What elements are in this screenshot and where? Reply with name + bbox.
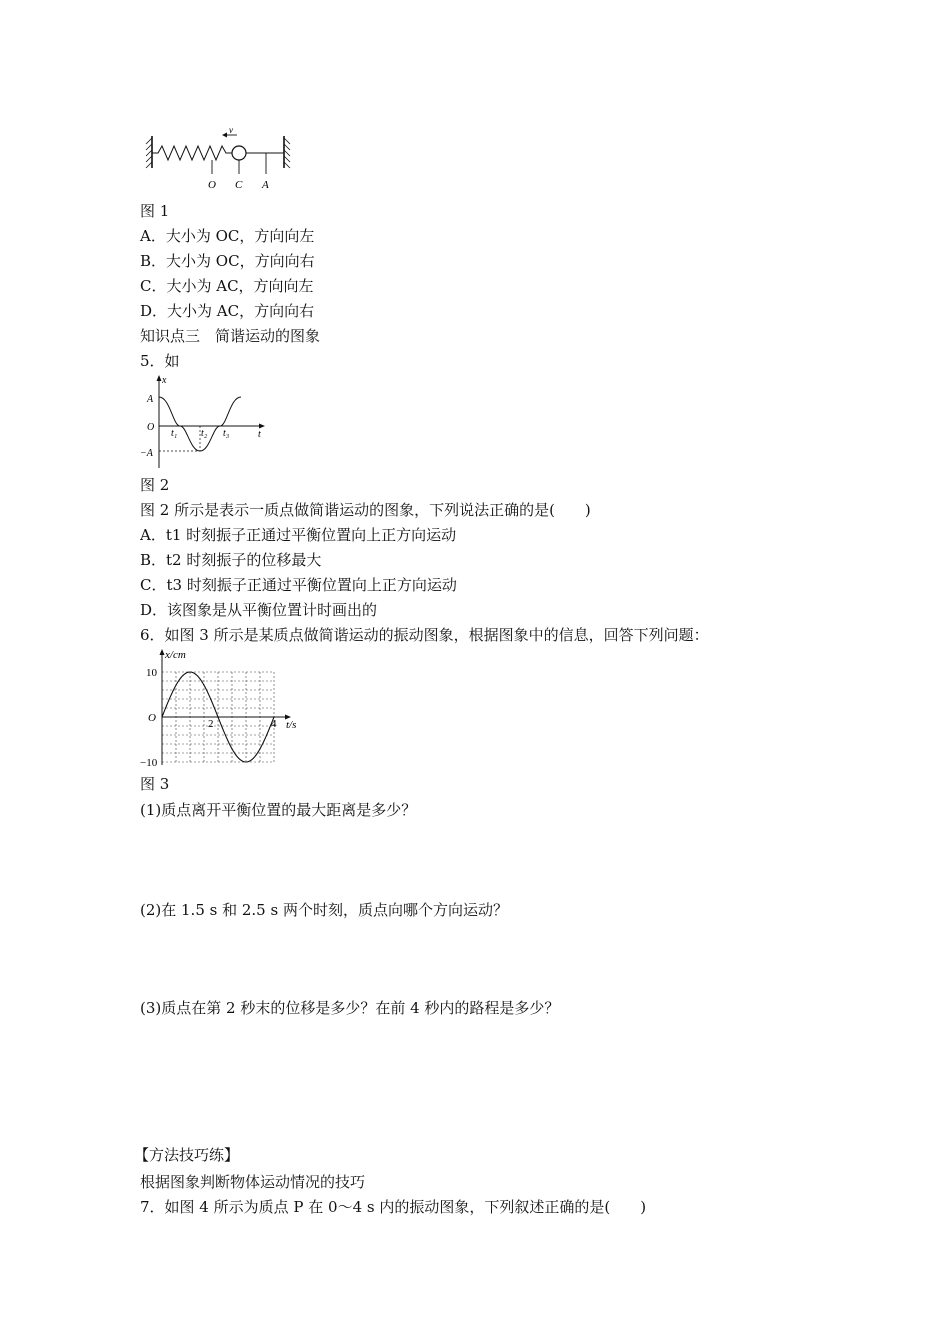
method-title: 根据图象判断物体运动情况的技巧 <box>140 1173 366 1191</box>
figure-2-label-t2: t₂ <box>201 428 208 439</box>
figure-2-label-neg-a: −A <box>140 448 153 459</box>
q6-stem: 6．如图 3 所示是某质点做简谐运动的振动图象，根据图象中的信息，回答下列问题： <box>140 626 709 644</box>
figure-3-caption: 图 3 <box>140 775 170 793</box>
q6-sub-question-2: (2)在 1.5 s 和 2.5 s 两个时刻，质点向哪个方向运动？ <box>140 901 508 919</box>
figure-3-y-axis-label: x/cm <box>165 649 186 661</box>
figure-2-y-axis-label: x <box>162 375 167 386</box>
figure-3-tick-origin: O <box>148 712 156 724</box>
figure-1-spring-diagram <box>140 122 300 194</box>
velocity-label: v <box>229 125 233 135</box>
q5-stem: 图 2 所示是表示一质点做简谐运动的图象，下列说法正确的是( ) <box>140 501 591 519</box>
section-3-title: 知识点三 简谐运动的图象 <box>140 327 321 345</box>
figure-3-tick-x-4: 4 <box>271 718 277 730</box>
q5-option-c: C．t3 时刻振子正通过平衡位置向上正方向运动 <box>140 576 457 594</box>
q5-option-a: A．t1 时刻振子正通过平衡位置向上正方向运动 <box>140 526 457 544</box>
figure-3-tick-y-min: −10 <box>140 757 158 769</box>
figure-2-x-axis-label: t <box>258 429 261 440</box>
figure-1-caption: 图 1 <box>140 202 170 220</box>
point-label-c: C <box>235 179 243 191</box>
figure-2-caption: 图 2 <box>140 476 170 494</box>
figure-3-vibration-chart <box>138 645 308 770</box>
figure-2-oscillation-graph <box>140 372 270 472</box>
figure-2-label-o: O <box>147 422 155 433</box>
q7-stem: 7．如图 4 所示为质点 P 在 0～4 s 内的振动图象，下列叙述正确的是( ) <box>140 1198 647 1216</box>
q4-option-c: C．大小为 AC，方向向左 <box>140 277 314 295</box>
q4-option-d: D．大小为 AC，方向向右 <box>140 302 315 320</box>
figure-3-tick-y-max: 10 <box>146 667 157 679</box>
q6-sub-question-3: (3)质点在第 2 秒末的位移是多少？在前 4 秒内的路程是多少？ <box>140 999 560 1017</box>
q5-option-b: B．t2 时刻振子的位移最大 <box>140 551 322 569</box>
q4-option-a: A．大小为 OC，方向向左 <box>140 227 315 245</box>
q5-option-d: D．该图象是从平衡位置计时画出的 <box>140 601 378 619</box>
figure-2-label-a: A <box>147 394 154 405</box>
q5-intro: 5．如 <box>140 352 180 370</box>
method-heading: 【方法技巧练】 <box>134 1146 240 1164</box>
point-label-a: A <box>262 179 269 191</box>
point-label-o: O <box>208 179 216 191</box>
figure-2-label-t1: t₁ <box>171 428 178 439</box>
q4-option-b: B．大小为 OC，方向向右 <box>140 252 315 270</box>
figure-3-x-axis-label: t/s <box>286 719 297 731</box>
figure-2-label-t3: t₃ <box>223 428 230 439</box>
figure-3-tick-x-2: 2 <box>208 718 214 730</box>
q6-sub-question-1: (1)质点离开平衡位置的最大距离是多少？ <box>140 801 417 819</box>
